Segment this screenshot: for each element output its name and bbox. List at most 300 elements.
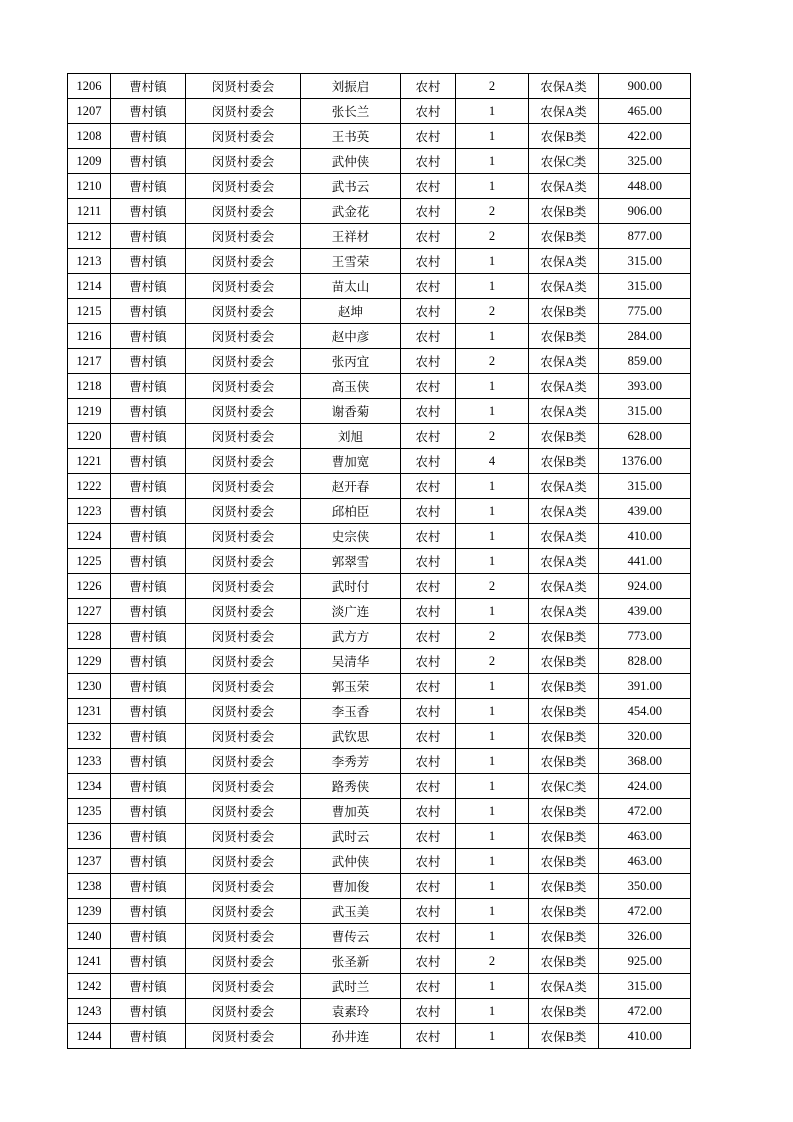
cell-person-name: 袁素玲	[301, 999, 401, 1024]
cell-amount: 463.00	[599, 849, 691, 874]
cell-village-committee: 闵贤村委会	[186, 849, 301, 874]
cell-village-committee: 闵贤村委会	[186, 824, 301, 849]
cell-town: 曹村镇	[111, 524, 186, 549]
cell-person-count: 1	[456, 374, 529, 399]
table-row	[68, 249, 691, 274]
table-row	[68, 974, 691, 999]
cell-amount: 315.00	[599, 399, 691, 424]
cell-person-name: 路秀侠	[301, 774, 401, 799]
cell-village-committee: 闵贤村委会	[186, 224, 301, 249]
cell-person-name: 郭翠雪	[301, 549, 401, 574]
cell-town: 曹村镇	[111, 124, 186, 149]
cell-town: 曹村镇	[111, 749, 186, 774]
table-row	[68, 149, 691, 174]
cell-village-committee: 闵贤村委会	[186, 774, 301, 799]
cell-village-committee: 闵贤村委会	[186, 74, 301, 99]
cell-amount: 315.00	[599, 274, 691, 299]
cell-amount: 326.00	[599, 924, 691, 949]
cell-person-name: 淡广连	[301, 599, 401, 624]
cell-amount: 410.00	[599, 524, 691, 549]
cell-insurance-category: 农保B类	[529, 849, 599, 874]
cell-insurance-category: 农保B类	[529, 449, 599, 474]
cell-person-count: 1	[456, 824, 529, 849]
cell-serial-number: 1226	[68, 574, 111, 599]
cell-insurance-category: 农保B类	[529, 874, 599, 899]
cell-town: 曹村镇	[111, 174, 186, 199]
cell-amount: 315.00	[599, 474, 691, 499]
cell-person-count: 1	[456, 899, 529, 924]
cell-village-committee: 闵贤村委会	[186, 874, 301, 899]
cell-residence-type: 农村	[401, 549, 456, 574]
cell-person-count: 1	[456, 699, 529, 724]
cell-insurance-category: 农保B类	[529, 749, 599, 774]
cell-residence-type: 农村	[401, 699, 456, 724]
cell-person-count: 2	[456, 424, 529, 449]
cell-village-committee: 闵贤村委会	[186, 124, 301, 149]
cell-insurance-category: 农保A类	[529, 474, 599, 499]
cell-serial-number: 1215	[68, 299, 111, 324]
cell-serial-number: 1213	[68, 249, 111, 274]
cell-person-name: 邱柏臣	[301, 499, 401, 524]
cell-village-committee: 闵贤村委会	[186, 924, 301, 949]
cell-serial-number: 1219	[68, 399, 111, 424]
cell-insurance-category: 农保A类	[529, 599, 599, 624]
cell-town: 曹村镇	[111, 999, 186, 1024]
cell-village-committee: 闵贤村委会	[186, 724, 301, 749]
table-row	[68, 224, 691, 249]
cell-person-count: 1	[456, 924, 529, 949]
cell-serial-number: 1207	[68, 99, 111, 124]
cell-town: 曹村镇	[111, 499, 186, 524]
cell-person-name: 武仲侠	[301, 149, 401, 174]
cell-residence-type: 农村	[401, 499, 456, 524]
cell-village-committee: 闵贤村委会	[186, 474, 301, 499]
cell-person-count: 1	[456, 999, 529, 1024]
cell-person-name: 张圣新	[301, 949, 401, 974]
cell-insurance-category: 农保B类	[529, 799, 599, 824]
cell-amount: 284.00	[599, 324, 691, 349]
cell-residence-type: 农村	[401, 374, 456, 399]
cell-amount: 439.00	[599, 499, 691, 524]
cell-person-name: 王书英	[301, 124, 401, 149]
cell-person-name: 武金花	[301, 199, 401, 224]
cell-insurance-category: 农保C类	[529, 774, 599, 799]
cell-person-name: 高玉侠	[301, 374, 401, 399]
cell-serial-number: 1216	[68, 324, 111, 349]
cell-person-name: 王祥材	[301, 224, 401, 249]
cell-serial-number: 1235	[68, 799, 111, 824]
table-row	[68, 199, 691, 224]
cell-village-committee: 闵贤村委会	[186, 324, 301, 349]
cell-person-name: 李秀芳	[301, 749, 401, 774]
cell-village-committee: 闵贤村委会	[186, 749, 301, 774]
cell-insurance-category: 农保A类	[529, 549, 599, 574]
cell-amount: 454.00	[599, 699, 691, 724]
cell-person-count: 1	[456, 174, 529, 199]
table-row	[68, 649, 691, 674]
cell-person-name: 王雪荣	[301, 249, 401, 274]
cell-person-count: 1	[456, 874, 529, 899]
cell-town: 曹村镇	[111, 599, 186, 624]
cell-person-count: 1	[456, 599, 529, 624]
cell-village-committee: 闵贤村委会	[186, 799, 301, 824]
cell-person-count: 1	[456, 724, 529, 749]
cell-insurance-category: 农保B类	[529, 924, 599, 949]
cell-person-count: 2	[456, 199, 529, 224]
cell-residence-type: 农村	[401, 849, 456, 874]
cell-serial-number: 1212	[68, 224, 111, 249]
cell-person-count: 1	[456, 324, 529, 349]
cell-amount: 448.00	[599, 174, 691, 199]
cell-serial-number: 1238	[68, 874, 111, 899]
cell-serial-number: 1233	[68, 749, 111, 774]
table-row	[68, 849, 691, 874]
cell-village-committee: 闵贤村委会	[186, 674, 301, 699]
cell-residence-type: 农村	[401, 399, 456, 424]
cell-town: 曹村镇	[111, 74, 186, 99]
cell-residence-type: 农村	[401, 824, 456, 849]
cell-town: 曹村镇	[111, 899, 186, 924]
cell-amount: 900.00	[599, 74, 691, 99]
cell-person-name: 张丙宜	[301, 349, 401, 374]
cell-town: 曹村镇	[111, 849, 186, 874]
cell-person-name: 郭玉荣	[301, 674, 401, 699]
cell-person-count: 2	[456, 299, 529, 324]
table-row	[68, 449, 691, 474]
cell-serial-number: 1239	[68, 899, 111, 924]
table-row	[68, 474, 691, 499]
table-row	[68, 499, 691, 524]
cell-person-count: 2	[456, 224, 529, 249]
cell-person-name: 赵中彦	[301, 324, 401, 349]
table-row	[68, 924, 691, 949]
cell-residence-type: 农村	[401, 349, 456, 374]
cell-person-name: 吴清华	[301, 649, 401, 674]
cell-amount: 773.00	[599, 624, 691, 649]
table-row	[68, 374, 691, 399]
cell-town: 曹村镇	[111, 799, 186, 824]
cell-residence-type: 农村	[401, 249, 456, 274]
table-body	[68, 74, 691, 1049]
table-row	[68, 424, 691, 449]
cell-person-count: 1	[456, 549, 529, 574]
cell-insurance-category: 农保B类	[529, 324, 599, 349]
cell-amount: 472.00	[599, 899, 691, 924]
cell-person-name: 武书云	[301, 174, 401, 199]
cell-person-name: 李玉香	[301, 699, 401, 724]
cell-amount: 472.00	[599, 799, 691, 824]
cell-town: 曹村镇	[111, 249, 186, 274]
cell-village-committee: 闵贤村委会	[186, 699, 301, 724]
cell-village-committee: 闵贤村委会	[186, 1024, 301, 1049]
cell-serial-number: 1208	[68, 124, 111, 149]
cell-serial-number: 1214	[68, 274, 111, 299]
payment-table	[67, 73, 691, 1049]
cell-person-name: 武时付	[301, 574, 401, 599]
cell-village-committee: 闵贤村委会	[186, 399, 301, 424]
cell-village-committee: 闵贤村委会	[186, 249, 301, 274]
cell-insurance-category: 农保B类	[529, 699, 599, 724]
cell-town: 曹村镇	[111, 149, 186, 174]
cell-person-name: 曹加宽	[301, 449, 401, 474]
cell-person-count: 1	[456, 1024, 529, 1049]
cell-person-count: 2	[456, 649, 529, 674]
cell-town: 曹村镇	[111, 724, 186, 749]
cell-residence-type: 农村	[401, 474, 456, 499]
table-row	[68, 999, 691, 1024]
cell-town: 曹村镇	[111, 549, 186, 574]
cell-insurance-category: 农保B类	[529, 674, 599, 699]
cell-person-count: 2	[456, 574, 529, 599]
cell-person-name: 曹传云	[301, 924, 401, 949]
cell-town: 曹村镇	[111, 949, 186, 974]
cell-person-count: 1	[456, 674, 529, 699]
cell-residence-type: 农村	[401, 149, 456, 174]
cell-insurance-category: 农保B类	[529, 724, 599, 749]
cell-residence-type: 农村	[401, 724, 456, 749]
cell-serial-number: 1240	[68, 924, 111, 949]
cell-person-name: 史宗侠	[301, 524, 401, 549]
cell-village-committee: 闵贤村委会	[186, 449, 301, 474]
cell-insurance-category: 农保B类	[529, 649, 599, 674]
cell-village-committee: 闵贤村委会	[186, 349, 301, 374]
cell-insurance-category: 农保A类	[529, 524, 599, 549]
cell-insurance-category: 农保B类	[529, 124, 599, 149]
cell-amount: 463.00	[599, 824, 691, 849]
cell-amount: 828.00	[599, 649, 691, 674]
cell-person-count: 1	[456, 274, 529, 299]
cell-person-name: 刘振启	[301, 74, 401, 99]
table-row	[68, 324, 691, 349]
cell-town: 曹村镇	[111, 574, 186, 599]
cell-residence-type: 农村	[401, 999, 456, 1024]
cell-village-committee: 闵贤村委会	[186, 524, 301, 549]
table-row	[68, 949, 691, 974]
cell-residence-type: 农村	[401, 224, 456, 249]
cell-town: 曹村镇	[111, 349, 186, 374]
cell-town: 曹村镇	[111, 624, 186, 649]
cell-residence-type: 农村	[401, 324, 456, 349]
cell-serial-number: 1228	[68, 624, 111, 649]
table-row	[68, 1024, 691, 1049]
cell-village-committee: 闵贤村委会	[186, 549, 301, 574]
cell-serial-number: 1231	[68, 699, 111, 724]
cell-insurance-category: 农保A类	[529, 99, 599, 124]
cell-village-committee: 闵贤村委会	[186, 149, 301, 174]
table-row	[68, 699, 691, 724]
cell-town: 曹村镇	[111, 474, 186, 499]
cell-village-committee: 闵贤村委会	[186, 974, 301, 999]
cell-residence-type: 农村	[401, 574, 456, 599]
cell-amount: 320.00	[599, 724, 691, 749]
cell-insurance-category: 农保A类	[529, 74, 599, 99]
cell-amount: 628.00	[599, 424, 691, 449]
cell-residence-type: 农村	[401, 599, 456, 624]
cell-person-count: 1	[456, 749, 529, 774]
cell-serial-number: 1232	[68, 724, 111, 749]
table-row	[68, 124, 691, 149]
cell-serial-number: 1210	[68, 174, 111, 199]
cell-person-name: 武时兰	[301, 974, 401, 999]
cell-person-count: 4	[456, 449, 529, 474]
cell-town: 曹村镇	[111, 774, 186, 799]
cell-person-count: 1	[456, 799, 529, 824]
cell-serial-number: 1244	[68, 1024, 111, 1049]
cell-amount: 424.00	[599, 774, 691, 799]
table-row	[68, 399, 691, 424]
cell-serial-number: 1222	[68, 474, 111, 499]
cell-person-name: 武时云	[301, 824, 401, 849]
cell-serial-number: 1236	[68, 824, 111, 849]
cell-insurance-category: 农保B类	[529, 424, 599, 449]
cell-person-count: 2	[456, 624, 529, 649]
cell-person-count: 1	[456, 974, 529, 999]
cell-person-name: 谢香菊	[301, 399, 401, 424]
cell-residence-type: 农村	[401, 1024, 456, 1049]
cell-town: 曹村镇	[111, 274, 186, 299]
table-row	[68, 899, 691, 924]
cell-person-count: 1	[456, 849, 529, 874]
table-row	[68, 524, 691, 549]
cell-serial-number: 1211	[68, 199, 111, 224]
cell-serial-number: 1230	[68, 674, 111, 699]
table-row	[68, 774, 691, 799]
table-row	[68, 824, 691, 849]
cell-amount: 441.00	[599, 549, 691, 574]
cell-residence-type: 农村	[401, 299, 456, 324]
cell-town: 曹村镇	[111, 99, 186, 124]
cell-serial-number: 1217	[68, 349, 111, 374]
cell-village-committee: 闵贤村委会	[186, 649, 301, 674]
cell-serial-number: 1242	[68, 974, 111, 999]
cell-amount: 315.00	[599, 974, 691, 999]
cell-residence-type: 农村	[401, 624, 456, 649]
cell-residence-type: 农村	[401, 649, 456, 674]
cell-residence-type: 农村	[401, 949, 456, 974]
cell-town: 曹村镇	[111, 424, 186, 449]
cell-person-name: 赵坤	[301, 299, 401, 324]
cell-amount: 465.00	[599, 99, 691, 124]
cell-serial-number: 1209	[68, 149, 111, 174]
cell-amount: 325.00	[599, 149, 691, 174]
cell-person-name: 曹加英	[301, 799, 401, 824]
cell-serial-number: 1224	[68, 524, 111, 549]
cell-serial-number: 1234	[68, 774, 111, 799]
cell-person-name: 武仲侠	[301, 849, 401, 874]
cell-insurance-category: 农保B类	[529, 1024, 599, 1049]
cell-person-count: 1	[456, 124, 529, 149]
cell-village-committee: 闵贤村委会	[186, 424, 301, 449]
cell-insurance-category: 农保A类	[529, 499, 599, 524]
cell-person-name: 武玉美	[301, 899, 401, 924]
cell-residence-type: 农村	[401, 874, 456, 899]
cell-amount: 924.00	[599, 574, 691, 599]
cell-village-committee: 闵贤村委会	[186, 299, 301, 324]
cell-amount: 410.00	[599, 1024, 691, 1049]
cell-insurance-category: 农保B类	[529, 824, 599, 849]
cell-person-count: 1	[456, 474, 529, 499]
cell-amount: 315.00	[599, 249, 691, 274]
cell-village-committee: 闵贤村委会	[186, 499, 301, 524]
cell-person-name: 孙井连	[301, 1024, 401, 1049]
cell-person-name: 曹加俊	[301, 874, 401, 899]
cell-person-count: 1	[456, 149, 529, 174]
cell-village-committee: 闵贤村委会	[186, 374, 301, 399]
cell-serial-number: 1221	[68, 449, 111, 474]
table-row	[68, 549, 691, 574]
cell-town: 曹村镇	[111, 924, 186, 949]
cell-amount: 1376.00	[599, 449, 691, 474]
cell-serial-number: 1237	[68, 849, 111, 874]
cell-residence-type: 农村	[401, 199, 456, 224]
cell-amount: 472.00	[599, 999, 691, 1024]
cell-town: 曹村镇	[111, 399, 186, 424]
cell-person-count: 2	[456, 74, 529, 99]
cell-person-name: 武方方	[301, 624, 401, 649]
cell-town: 曹村镇	[111, 299, 186, 324]
cell-amount: 906.00	[599, 199, 691, 224]
cell-serial-number: 1243	[68, 999, 111, 1024]
cell-insurance-category: 农保B类	[529, 224, 599, 249]
cell-residence-type: 农村	[401, 99, 456, 124]
cell-village-committee: 闵贤村委会	[186, 999, 301, 1024]
cell-person-name: 武钦思	[301, 724, 401, 749]
cell-amount: 859.00	[599, 349, 691, 374]
table-row	[68, 874, 691, 899]
cell-person-count: 2	[456, 349, 529, 374]
cell-residence-type: 农村	[401, 524, 456, 549]
cell-insurance-category: 农保A类	[529, 374, 599, 399]
cell-person-name: 刘旭	[301, 424, 401, 449]
cell-residence-type: 农村	[401, 974, 456, 999]
cell-amount: 877.00	[599, 224, 691, 249]
cell-person-count: 2	[456, 949, 529, 974]
cell-residence-type: 农村	[401, 424, 456, 449]
cell-residence-type: 农村	[401, 449, 456, 474]
cell-residence-type: 农村	[401, 899, 456, 924]
cell-insurance-category: 农保B类	[529, 624, 599, 649]
cell-person-name: 张长兰	[301, 99, 401, 124]
table-row	[68, 624, 691, 649]
table-row	[68, 599, 691, 624]
table-row	[68, 299, 691, 324]
cell-insurance-category: 农保B类	[529, 999, 599, 1024]
cell-serial-number: 1218	[68, 374, 111, 399]
table-row	[68, 174, 691, 199]
cell-amount: 368.00	[599, 749, 691, 774]
table-row	[68, 799, 691, 824]
cell-town: 曹村镇	[111, 374, 186, 399]
cell-town: 曹村镇	[111, 974, 186, 999]
cell-insurance-category: 农保B类	[529, 949, 599, 974]
cell-town: 曹村镇	[111, 824, 186, 849]
cell-town: 曹村镇	[111, 324, 186, 349]
cell-village-committee: 闵贤村委会	[186, 274, 301, 299]
cell-village-committee: 闵贤村委会	[186, 199, 301, 224]
cell-person-count: 1	[456, 249, 529, 274]
cell-serial-number: 1206	[68, 74, 111, 99]
cell-serial-number: 1241	[68, 949, 111, 974]
cell-town: 曹村镇	[111, 224, 186, 249]
cell-insurance-category: 农保A类	[529, 274, 599, 299]
cell-village-committee: 闵贤村委会	[186, 949, 301, 974]
cell-village-committee: 闵贤村委会	[186, 99, 301, 124]
cell-residence-type: 农村	[401, 749, 456, 774]
cell-town: 曹村镇	[111, 449, 186, 474]
cell-insurance-category: 农保A类	[529, 349, 599, 374]
cell-amount: 391.00	[599, 674, 691, 699]
cell-amount: 350.00	[599, 874, 691, 899]
